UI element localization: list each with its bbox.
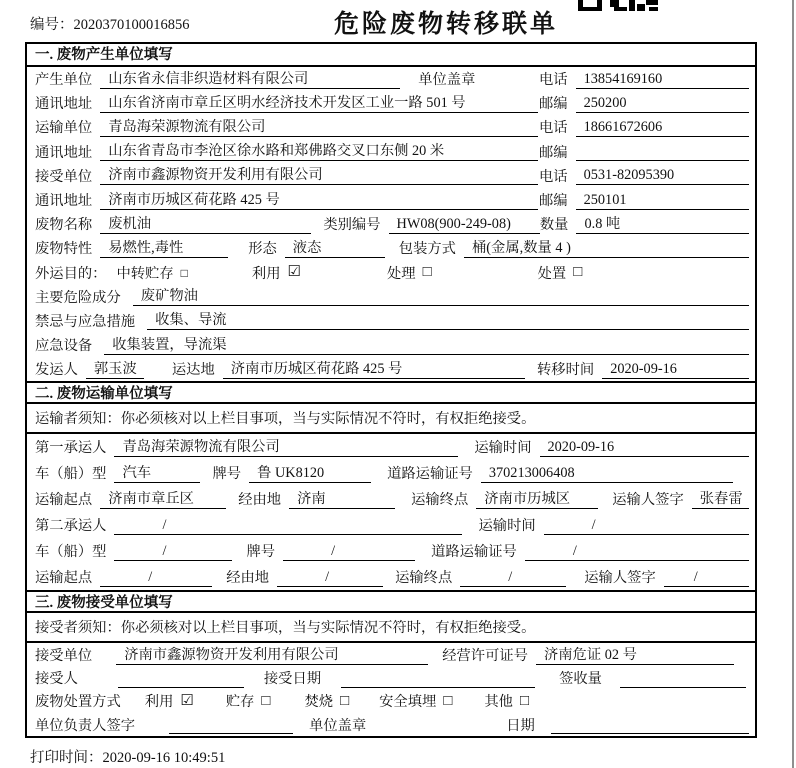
receive-date-value bbox=[341, 669, 535, 688]
transporter-unit-value: 青岛海荣源物流有限公司 bbox=[100, 118, 538, 137]
qr-code-icon bbox=[578, 0, 658, 11]
packing-method-value: 桶(金属,数量 4 ) bbox=[464, 239, 749, 258]
receive-person-row bbox=[27, 667, 755, 690]
emergency-measures-label: 禁忌与应急措施 bbox=[35, 313, 136, 330]
receiver-notice: 接受者须知：你必须核对以上栏目事项，当与实际情况不符时，有权拒绝接受。 bbox=[27, 613, 755, 643]
disposal-option-landfill bbox=[379, 691, 452, 711]
second-carrier-row bbox=[27, 512, 755, 538]
transporter-address-row bbox=[27, 140, 755, 164]
second-carrier-value: / bbox=[114, 516, 462, 535]
vehicle-type1-value: 汽车 bbox=[114, 464, 200, 483]
waste-name-value: 废机油 bbox=[100, 215, 311, 234]
main-hazard-row bbox=[27, 285, 755, 309]
vehicle1-row bbox=[27, 460, 755, 486]
license-value: 济南危证 02 号 bbox=[536, 646, 734, 665]
endpoint1-value: 济南市历城区 bbox=[476, 490, 598, 509]
road-permit2-label: 道路运输证号 bbox=[431, 544, 517, 561]
producer-unit-value: 山东省永信非织造材料有限公司 bbox=[100, 70, 400, 89]
vehicle-type2-value: / bbox=[114, 542, 232, 561]
receiver-unit-label: 接受单位 bbox=[35, 168, 93, 185]
checkbox-disposal-other-icon: □ bbox=[519, 692, 530, 709]
producer-phone-label: 电话 bbox=[539, 72, 568, 89]
disposal-option-incinerate bbox=[304, 691, 349, 711]
disposal-store-label: 贮存 bbox=[225, 694, 255, 711]
receiver-unit-value: 济南市鑫源物资开发利用有限公司 bbox=[100, 166, 538, 185]
transport-date2-label: 运输时间 bbox=[478, 518, 536, 535]
waste-quantity-value: 0.8 吨 bbox=[576, 215, 749, 234]
producer-address-value: 山东省济南市章丘区明水经济技术开发区工业一路 501 号 bbox=[100, 94, 538, 113]
waste-code-value: HW08(900-249-08) bbox=[389, 215, 540, 234]
disposal-option-other bbox=[484, 691, 529, 711]
carrier-sign2-value: / bbox=[664, 568, 749, 587]
first-carrier-row bbox=[27, 434, 755, 460]
section1-title: 一. 废物产生单位填写 bbox=[27, 44, 755, 67]
receive-person-label: 接受人 bbox=[35, 671, 78, 688]
receive-unit-row bbox=[27, 643, 755, 666]
road-permit2-value: / bbox=[525, 542, 749, 561]
plate2-value: / bbox=[283, 542, 415, 561]
transfer-date-value: 2020-09-16 bbox=[602, 360, 749, 379]
road-permit1-value: 370213006408 bbox=[481, 464, 733, 483]
transporter-address-value: 山东省青岛市李沧区徐水路和郑佛路交叉口东侧 20 米 bbox=[100, 142, 538, 161]
date-value bbox=[551, 715, 749, 734]
disposal-option-store bbox=[226, 691, 271, 711]
consignor-label: 发运人 bbox=[35, 362, 78, 379]
transporter-unit-row bbox=[27, 115, 755, 139]
checkbox-utilize-icon: ☑ bbox=[287, 264, 301, 281]
transfer-purpose-row bbox=[27, 261, 755, 285]
serial-number bbox=[30, 13, 190, 34]
receiver-unit-row bbox=[27, 164, 755, 188]
receive-date-label: 接受日期 bbox=[263, 671, 322, 688]
waste-form-label: 形态 bbox=[248, 241, 277, 258]
page-title: 危险废物转移联单 bbox=[334, 11, 559, 38]
first-carrier-label: 第一承运人 bbox=[35, 440, 107, 457]
origin1-label: 运输起点 bbox=[35, 492, 93, 509]
purpose-option-treat bbox=[387, 263, 432, 283]
via2-value: / bbox=[277, 568, 383, 587]
checkbox-storage-icon: □ bbox=[180, 265, 188, 280]
transfer-date-label: 转移时间 bbox=[537, 362, 595, 379]
plate1-label: 牌号 bbox=[212, 466, 242, 483]
transporter-postcode-label: 邮编 bbox=[539, 144, 568, 161]
producer-unit-label: 产生单位 bbox=[35, 72, 93, 89]
serial-value: 2020370100016856 bbox=[73, 17, 190, 33]
disposal-utilize-label: 利用 bbox=[144, 694, 174, 711]
receipt-quantity-label: 签收量 bbox=[559, 671, 602, 688]
purpose-dispose-label: 处置 bbox=[537, 265, 567, 282]
unit-seal2-label: 单位盖章 bbox=[309, 717, 367, 734]
checkbox-disposal-utilize-icon: ☑ bbox=[180, 692, 194, 709]
waste-form-value: 液态 bbox=[285, 239, 385, 258]
origin1-value: 济南市章丘区 bbox=[100, 490, 226, 509]
transporter-postcode-value bbox=[576, 142, 749, 161]
transporter-phone-value: 18661672606 bbox=[576, 118, 749, 137]
checkbox-dispose-icon: □ bbox=[573, 264, 583, 281]
consignor-row bbox=[27, 357, 755, 381]
carrier-sign1-label: 运输人签字 bbox=[612, 492, 684, 509]
checkbox-disposal-landfill-icon: □ bbox=[443, 692, 453, 709]
receiver-address-row bbox=[27, 188, 755, 212]
via1-label: 经由地 bbox=[238, 492, 282, 509]
section2-title: 二. 废物运输单位填写 bbox=[27, 381, 755, 404]
disposal-landfill-label: 安全填埋 bbox=[379, 694, 437, 711]
emergency-measures-row bbox=[27, 309, 755, 333]
emergency-equipment-label: 应急设备 bbox=[35, 338, 93, 355]
transporter-unit-label: 运输单位 bbox=[35, 120, 93, 137]
print-time-value: 2020-09-16 10:49:51 bbox=[102, 750, 226, 766]
plate2-label: 牌号 bbox=[246, 544, 276, 561]
disposal-method-row bbox=[27, 690, 755, 713]
producer-address-row bbox=[27, 91, 755, 115]
disposal-incinerate-label: 焚烧 bbox=[304, 694, 334, 711]
print-time bbox=[30, 746, 225, 767]
receive-unit-value: 济南市鑫源物资开发利用有限公司 bbox=[116, 646, 428, 665]
purpose-treat-label: 处理 bbox=[386, 265, 416, 282]
route2-row bbox=[27, 564, 755, 590]
via2-label: 经由地 bbox=[226, 570, 270, 587]
consignor-value: 郭玉波 bbox=[86, 360, 144, 379]
date-label: 日期 bbox=[506, 717, 535, 734]
checkbox-disposal-store-icon: □ bbox=[261, 692, 271, 709]
checkbox-disposal-incinerate-icon: □ bbox=[340, 692, 350, 709]
purpose-option-dispose bbox=[538, 263, 583, 283]
transporter-phone-label: 电话 bbox=[539, 120, 568, 137]
producer-postcode-value: 250200 bbox=[576, 94, 749, 113]
transporter-notice: 运输者须知：你必须核对以上栏目事项，当与实际情况不符时，有权拒绝接受。 bbox=[27, 404, 755, 434]
receiver-postcode-value: 250101 bbox=[576, 191, 749, 210]
carrier-sign1-value: 张春雷 bbox=[692, 490, 749, 509]
receipt-quantity-value bbox=[620, 669, 746, 688]
disposal-option-utilize bbox=[145, 691, 194, 711]
destination-label: 运达地 bbox=[171, 362, 215, 379]
route1-row bbox=[27, 486, 755, 512]
waste-name-label: 废物名称 bbox=[35, 217, 93, 234]
disposal-other-label: 其他 bbox=[484, 694, 513, 711]
road-permit1-label: 道路运输证号 bbox=[387, 466, 473, 483]
emergency-measures-value: 收集、导流 bbox=[147, 311, 749, 330]
waste-quantity-label: 数量 bbox=[539, 217, 569, 234]
receive-person-value bbox=[118, 669, 244, 688]
receiver-address-label: 通讯地址 bbox=[35, 193, 93, 210]
receiver-phone-label: 电话 bbox=[539, 168, 568, 185]
producer-address-label: 通讯地址 bbox=[35, 96, 93, 113]
responsible-sign-label: 单位负责人签字 bbox=[35, 717, 136, 734]
producer-postcode-label: 邮编 bbox=[539, 96, 568, 113]
vehicle-type1-label: 车（船）型 bbox=[35, 466, 107, 483]
second-carrier-label: 第二承运人 bbox=[35, 518, 107, 535]
page-right-edge bbox=[792, 0, 794, 768]
license-label: 经营许可证号 bbox=[442, 648, 528, 665]
document-header bbox=[0, 0, 796, 42]
plate1-value: 鲁 UK8120 bbox=[249, 464, 371, 483]
unit-seal-label: 单位盖章 bbox=[418, 72, 476, 89]
via1-value: 济南 bbox=[289, 490, 395, 509]
transport-date2-value: / bbox=[544, 516, 749, 535]
transfer-purpose-label: 外运目的： bbox=[35, 265, 107, 282]
main-hazard-value: 废矿物油 bbox=[133, 287, 749, 306]
receiver-postcode-label: 邮编 bbox=[539, 193, 568, 210]
emergency-equipment-row bbox=[27, 333, 755, 357]
endpoint2-label: 运输终点 bbox=[395, 570, 453, 587]
section3-title: 三. 废物接受单位填写 bbox=[27, 590, 755, 613]
origin2-label: 运输起点 bbox=[35, 570, 93, 587]
producer-unit-row bbox=[27, 67, 755, 91]
purpose-storage-label: 中转贮存 bbox=[116, 265, 174, 282]
transporter-address-label: 通讯地址 bbox=[35, 144, 93, 161]
emergency-equipment-value: 收集装置，导流渠 bbox=[104, 336, 749, 355]
purpose-option-utilize bbox=[252, 263, 301, 283]
packing-method-label: 包装方式 bbox=[398, 241, 456, 258]
waste-property-row bbox=[27, 236, 755, 260]
receiver-address-value: 济南市历城区荷花路 425 号 bbox=[100, 191, 538, 210]
responsible-sign-value bbox=[169, 715, 293, 734]
serial-label: 编号： bbox=[30, 17, 74, 33]
receiver-phone-value: 0531-82095390 bbox=[576, 166, 749, 185]
waste-property-value: 易燃性,毒性 bbox=[100, 239, 228, 258]
disposal-method-label: 废物处置方式 bbox=[35, 694, 121, 711]
receive-unit-label: 接受单位 bbox=[35, 648, 93, 665]
responsible-sign-row bbox=[27, 713, 755, 736]
main-hazard-label: 主要危险成分 bbox=[35, 289, 121, 306]
endpoint1-label: 运输终点 bbox=[411, 492, 469, 509]
waste-name-row bbox=[27, 212, 755, 236]
producer-phone-value: 13854169160 bbox=[576, 70, 749, 89]
origin2-value: / bbox=[100, 568, 212, 587]
carrier-sign2-label: 运输人签字 bbox=[584, 570, 656, 587]
first-carrier-value: 青岛海荣源物流有限公司 bbox=[114, 438, 458, 457]
destination-value: 济南市历城区荷花路 425 号 bbox=[223, 360, 525, 379]
vehicle-type2-label: 车（船）型 bbox=[35, 544, 107, 561]
purpose-utilize-label: 利用 bbox=[251, 265, 281, 282]
print-time-label: 打印时间： bbox=[30, 750, 103, 766]
vehicle2-row bbox=[27, 538, 755, 564]
checkbox-treat-icon: □ bbox=[422, 264, 432, 281]
waste-code-label: 类别编号 bbox=[323, 217, 381, 234]
transport-date1-value: 2020-09-16 bbox=[540, 438, 750, 457]
purpose-option-storage bbox=[116, 263, 187, 283]
endpoint2-value: / bbox=[460, 568, 566, 587]
transport-date1-label: 运输时间 bbox=[474, 440, 532, 457]
waste-transfer-form bbox=[25, 42, 757, 738]
waste-property-label: 废物特性 bbox=[35, 241, 93, 258]
